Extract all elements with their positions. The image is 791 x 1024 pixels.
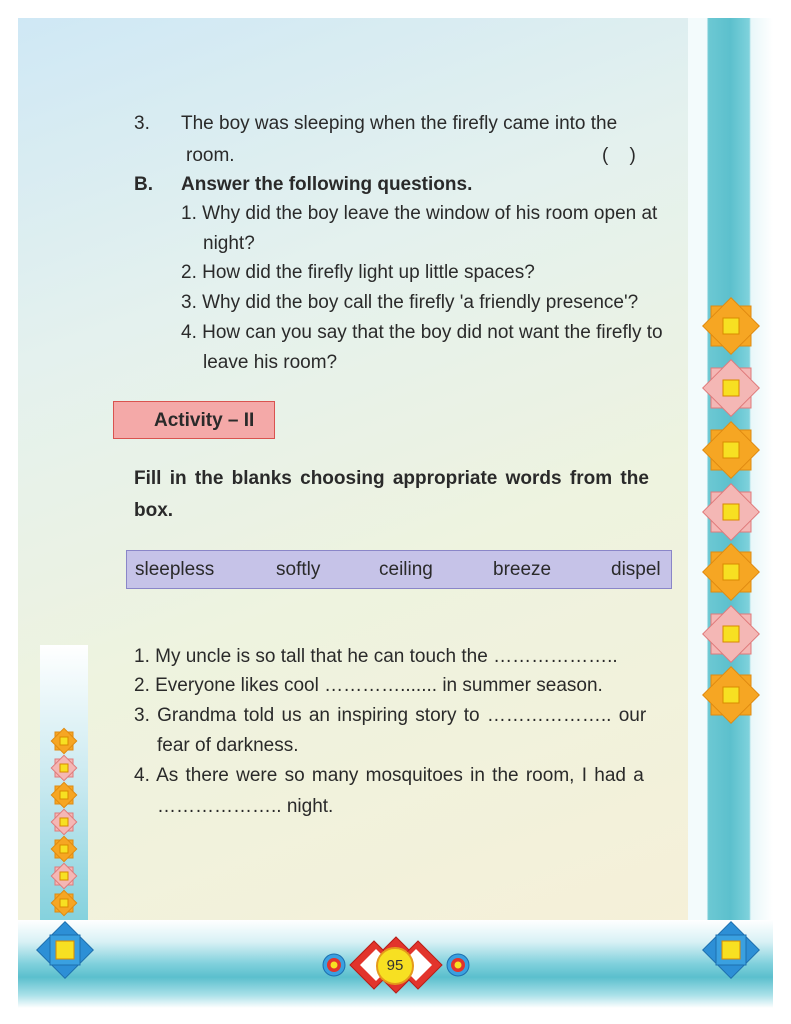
orange-star-icon xyxy=(50,781,78,809)
blank-sentence-4-continued: ……………….. night. xyxy=(157,796,334,817)
word-box xyxy=(126,550,672,589)
orange-star-icon xyxy=(699,663,763,727)
word-option: dispel xyxy=(611,559,661,580)
statement-text-continued: room. xyxy=(186,145,235,166)
word-option: breeze xyxy=(493,559,552,580)
question-3: 3. Why did the boy call the firefly 'a friendly presence'? xyxy=(181,292,639,313)
question-4: 4. How can you say that the boy did not want the firefly to xyxy=(181,322,663,343)
word-option: ceiling xyxy=(379,559,433,580)
activity-instruction-continued: box. xyxy=(134,500,174,521)
orange-star-icon xyxy=(50,835,78,863)
statement-text: The boy was sleeping when the firefly came into the xyxy=(181,113,618,134)
pink-star-icon xyxy=(699,356,763,420)
pink-star-icon xyxy=(50,862,78,890)
section-label: B. xyxy=(134,174,153,195)
activity-title: Activity – II xyxy=(154,410,255,431)
question-2: 2. How did the firefly light up little spaces? xyxy=(181,262,535,283)
blank-sentence-4: 4. As there were so many mosquitoes in the room, I had a xyxy=(134,765,644,786)
word-option: softly xyxy=(276,559,321,580)
page-number: 95 xyxy=(376,947,414,985)
orange-star-icon xyxy=(50,727,78,755)
pink-star-icon xyxy=(699,480,763,544)
orange-star-icon xyxy=(699,418,763,482)
orange-star-icon xyxy=(699,540,763,604)
word-option: sleepless xyxy=(135,559,215,580)
pink-star-icon xyxy=(50,808,78,836)
orange-star-icon xyxy=(699,294,763,358)
activity-title-box xyxy=(113,401,275,439)
blank-sentence-3: 3. Grandma told us an inspiring story to ……………….. our xyxy=(134,705,647,726)
blank-sentence-2: 2. Everyone likes cool …………....... in summer season. xyxy=(134,675,603,696)
blue-diamond-icon xyxy=(32,917,98,983)
item-number: 3. xyxy=(134,113,150,134)
question-4-continued: leave his room? xyxy=(203,352,338,373)
activity-instruction: Fill in the blanks choosing appropriate words from the xyxy=(134,468,649,489)
pink-star-icon xyxy=(699,602,763,666)
question-1: 1. Why did the boy leave the window of his room open at xyxy=(181,203,658,224)
orange-star-icon xyxy=(50,889,78,917)
pink-star-icon xyxy=(50,754,78,782)
blank-sentence-1: 1. My uncle is so tall that he can touch the ……………….. xyxy=(134,646,618,667)
section-heading: Answer the following questions. xyxy=(181,174,473,195)
blank-sentence-3-continued: fear of darkness. xyxy=(157,735,299,756)
blue-diamond-icon xyxy=(698,917,764,983)
question-1-continued: night? xyxy=(203,233,255,254)
answer-bracket: ( ) xyxy=(602,145,636,166)
